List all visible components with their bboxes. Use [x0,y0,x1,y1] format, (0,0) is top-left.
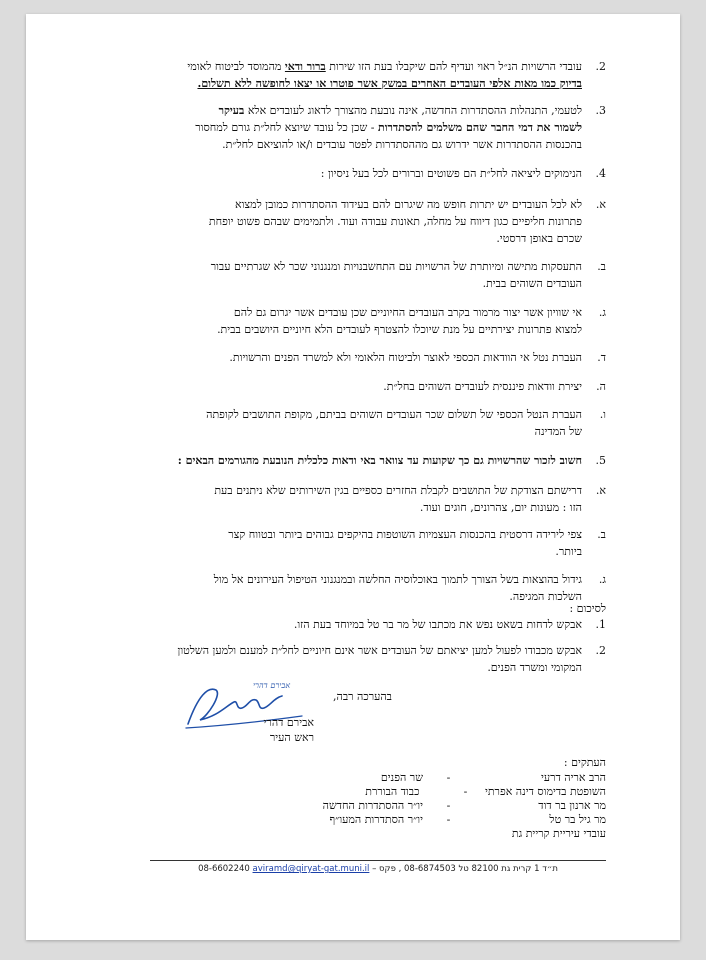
sub5-b-letter: ב. [597,528,606,541]
sub5-a-text [62,482,582,516]
sub5-c-line2: השלכות המגיפה. [509,590,582,603]
sub4-d-line1: העברת נטל אי הוודאות הכספי לאוצר ולביטוח הלאומי ולא למשרד הפנים והרשויות. [229,351,582,364]
sub5-b-line2: ביותר. [555,545,582,558]
sub4-d-text [62,349,582,366]
cc-title-text: שר הפנים [380,771,423,784]
sub4-a-line1: לא לכל העובדים יש יתרות חופש מה שיגרום להם בעידוד ההסתדרות כמובן למצוא [234,198,582,211]
item-3-number: 3. [595,104,606,117]
item-2-line1a: עובדי הרשויות הנ״ל ראוי ועדיף להם שיקבלו בעת הזו שירות [325,60,582,73]
cc-sep: - [446,799,451,812]
footer [150,864,606,874]
sub5-b-text [62,526,582,560]
summary-1-line1: אבקש לדחות בשאט נפש את מכתבו של מר בר טל במיוחד בעת הזו. [293,618,582,631]
sub4-b-line2: העובדים השוהים בבית. [482,277,582,290]
summary-2-number: 2. [595,644,606,657]
item-3-line1a: לטעמי, התנהלות ההסתדרות החדשה, אינה נובעת מהצורך לדאוג לעובדים אלא [244,104,582,117]
item-4-number: 4. [595,167,606,180]
closing-regards: בהערכה רבה, [333,690,392,703]
item-3-line3: בהכנסות ההסתדרות אשר ידרוש גם מההסתדרות לפטר עובדים ו/או להוציאם לחל״ת. [222,138,582,151]
sub4-f-letter: ו. [599,408,606,421]
sub4-c-text [62,304,582,338]
item-5-intro: חשוב לזכור שהרשויות גם כך שקועות עד צוואר באי ודאות כלכלית הנובעת מהגורמים הבאים : [177,454,582,467]
summary-1-number: 1. [595,618,606,631]
sub4-d-letter: ד. [597,351,606,364]
sub5-c-letter: ג. [598,573,606,586]
sub5-b-line1: צפי לירידה דרסטית בהכנסות העצמיות השוטפות בהיקפים גבוהים ביותר ובטווח קצר [228,528,582,541]
cc-row [323,799,606,813]
cc-row [365,785,606,799]
item-2-emphasis: ברור ודאי [284,60,326,73]
cc-title: העתקים : [563,756,606,769]
cc-name: הרב אריה דרעי [540,771,606,784]
cc-row [381,771,606,785]
item-2-line1c: מהמוסד לביטוח לאומי [187,60,285,73]
summary-1-text [62,616,582,633]
footer-email-link[interactable]: aviramd@qiryat-gat.muni.il [252,864,370,874]
cc-row [512,827,606,841]
sub4-b-letter: ב. [597,260,606,273]
item-2-number: 2. [595,60,606,73]
summary-title: לסיכום : [569,602,606,615]
sub4-c-line2: למצוא פתרונות יצירתיים על מנת שיוכלו להצטרף לעובדים הלא חיוניים היושבים בבית. [217,323,582,336]
cc-sep: - [446,813,451,826]
cc-title-text: יו״ר ההסתדרות החדשה [322,799,423,812]
sub5-a-letter: א. [595,484,606,497]
summary-2-line1: אבקש מכבודו לפעול למען יציאתם של העובדים אשר אינם חיוניים לחל״ת למענם ולמען השלטון [177,644,582,657]
item-3-text [62,102,582,153]
signer-role: ראש העיר [269,731,314,744]
cc-name: עובדי עיריית קריית גת [511,827,606,840]
cc-row [329,813,606,827]
signer-name: אבירם דהרי [263,716,314,729]
footer-address: ת״ד 1 קרית גת 82100 טל ‎08-6874503‎ , פקס – ‎08-6602240‎ [198,864,558,874]
sub4-a-line2: פתרונות חליפיים כגון דיווח על מחלה, תאונות עבודה ועוד. ולתמימים שבהם פשוט יופחת [208,215,582,228]
footer-divider [150,860,606,861]
sub4-e-text [62,378,582,395]
cc-title-text: כבוד הבוררת [365,785,420,798]
sub4-f-text [62,406,582,440]
sub4-e-line1: יצירת וודאות פיננסית לעובדים השוהים בחל״ת. [383,380,582,393]
cc-name: מר ארנון בר דוד [538,799,606,812]
sub4-b-line1: התעסקות מתישה ומיותרת של הרשויות עם התחשבנויות ומנגנוני שכר לא שגרתיים עבור [210,260,582,273]
document-page [26,14,680,940]
sub4-b-text [62,258,582,292]
sub4-f-line1: העברת הנטל הכספי של תשלום שכר העובדים השוהים בביתם, מקופת התושבים לקופתה [206,408,582,421]
cc-name: השופטת בדימוס דינה אפרתי [484,785,606,798]
cc-title-text: יו״ר הסתדרות המעו״ף [329,813,423,826]
sub4-a-letter: א. [595,198,606,211]
signature-text: אבירם דהרי [252,681,290,690]
sub5-a-line1: דרישתם הצודקת של התושבים לקבלת החזרים כספיים בגין השירותים שלא ניתנים בעת [214,484,582,497]
summary-2-line2: המקומי ומשרד הפנים. [487,661,582,674]
item-5-number: 5. [595,454,606,467]
sub4-f-line2: של המדינה [534,425,582,438]
item-3-line2b: - שכן כל עובד שיוצא לחל״ת גורם למחסור [195,121,378,134]
sub4-a-text [62,196,582,247]
item-2-line2: בדיוק כמו מאות אלפי העובדים האחרים במשק אשר פוטרו או יצאו לחופשה ללא תשלום. [197,77,582,90]
item-2-text [62,58,582,92]
sub4-a-line3: שכרם באופן דרסטי. [496,232,582,245]
cc-sep: - [446,771,451,784]
sub4-c-letter: ג. [598,306,606,319]
sub5-a-line2: הזו : מעונות יום, צהרונים, חוגים ועוד. [419,501,582,514]
cc-name: מר גיל בר טל [549,813,606,826]
item-3-emphasis: בעיקר [218,104,245,117]
cc-sep: - [463,785,468,798]
item-3-line2a: לשמור את דמי החבר שהם משלמים להסתדרות [377,121,582,134]
sub5-c-line1: גידול בהוצאות בשל הצורך לתמוך באוכלוסיה החלשה ובמנגנוני הטיפול העירונים אל מול [213,573,582,586]
sub4-c-line1: אי שוויון אשר יצור מרמור בקרב העובדים החיוניים שכן עובדים אשר יגרום גם להם [233,306,582,319]
item-4-intro: הנימוקים ליציאה לחל״ת הם פשוטים וברורים לכל בעל ניסיון : [320,167,582,180]
summary-2-text [62,642,582,676]
sub4-e-letter: ה. [596,380,606,393]
